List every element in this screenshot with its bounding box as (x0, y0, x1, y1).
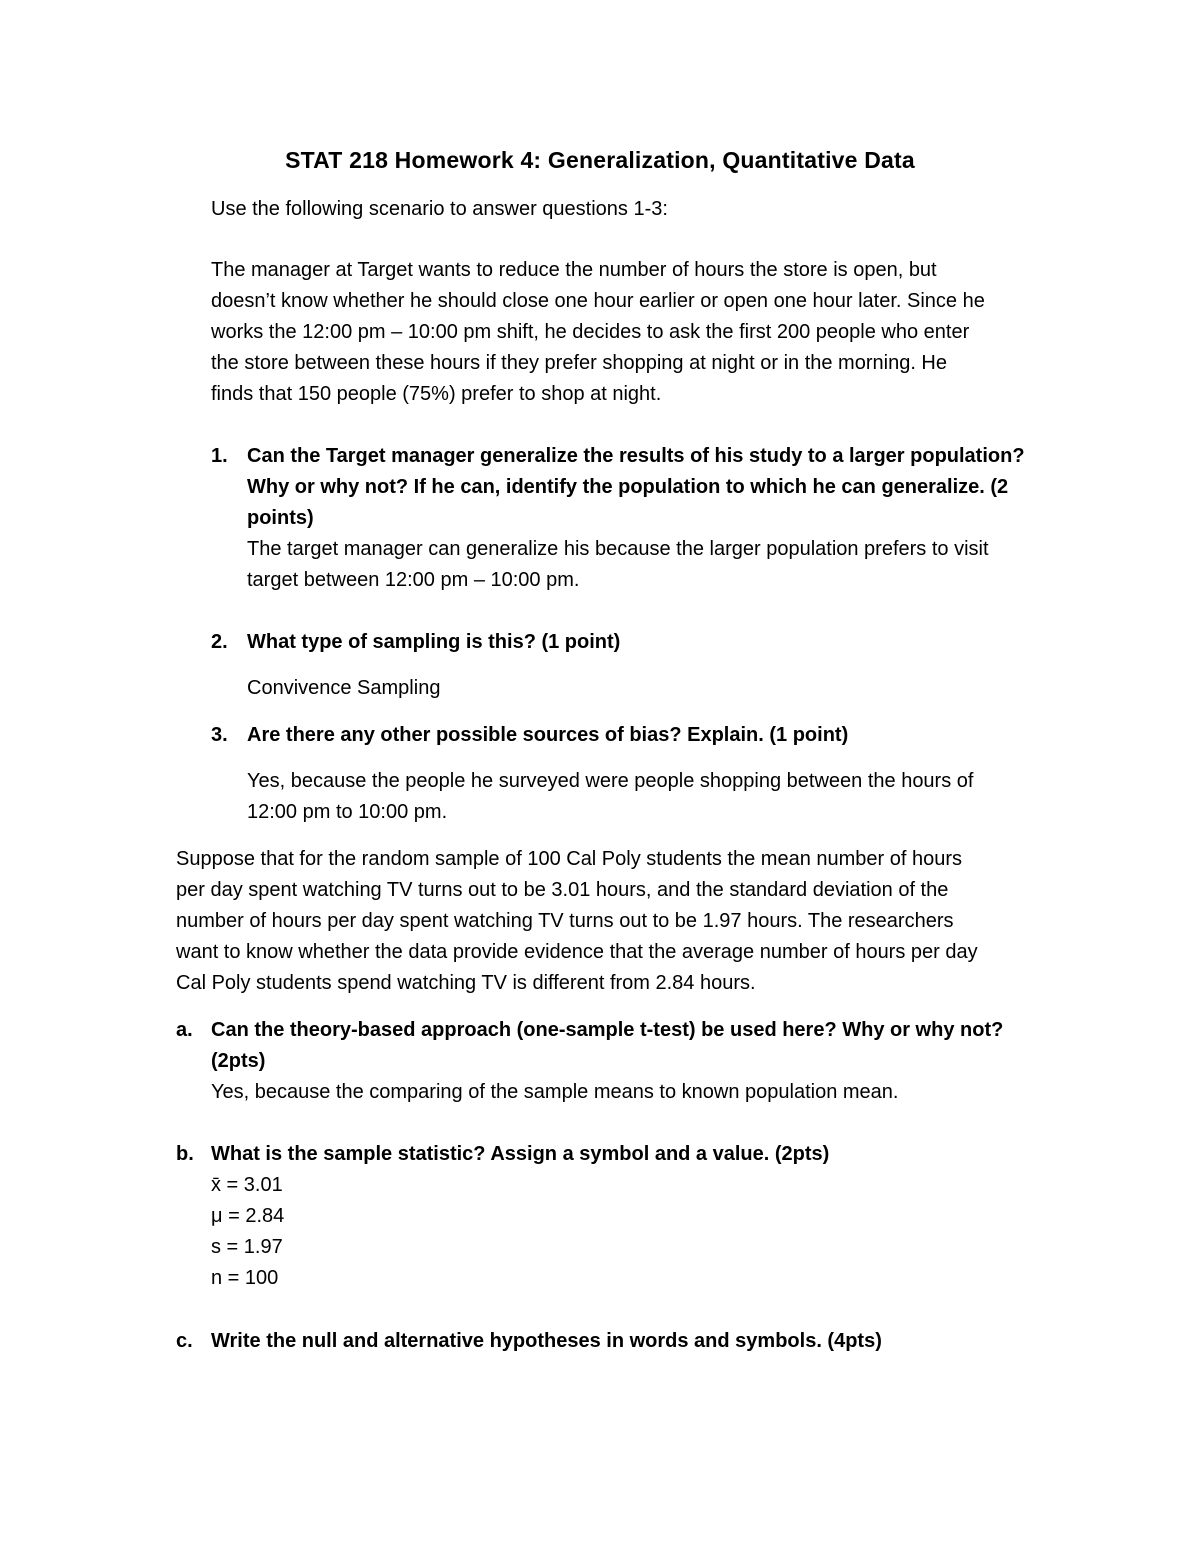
tv-scenario-line: per day spent watching TV turns out to be 3.01 hours, and the standard deviation of the (176, 879, 949, 901)
intro-text: Use the following scenario to answer questions 1-3: (211, 198, 668, 220)
answer-line: n = 100 (211, 1267, 279, 1289)
question-line: Can the Target manager generalize the results of his study to a larger population? (247, 445, 1025, 467)
tv-scenario-line: Suppose that for the random sample of 100 Cal Poly students the mean number of hours (176, 848, 963, 870)
part-a-answer (211, 1077, 898, 1108)
question-1-text (247, 441, 1025, 534)
question-1-answer (247, 534, 989, 596)
scenario-line: works the 12:00 pm – 10:00 pm shift, he decides to ask the first 200 people who enter (211, 321, 970, 343)
answer-line: Convivence Sampling (247, 677, 441, 699)
tv-scenario-line: want to know whether the data provide evidence that the average number of hours per day (176, 941, 978, 963)
part-a-text (211, 1015, 1003, 1077)
question-3-answer (247, 766, 973, 828)
question-line: points) (247, 507, 314, 529)
part-c-letter: c. (176, 1330, 193, 1352)
scenario-line: the store between these hours if they prefer shopping at night or in the morning. He (211, 352, 947, 374)
scenario-paragraph (211, 255, 985, 410)
part-c-text (211, 1326, 882, 1357)
part-line: Write the null and alternative hypotheses in words and symbols. (4pts) (211, 1330, 882, 1352)
part-a-letter: a. (176, 1019, 193, 1041)
answer-line: μ = 2.84 (211, 1205, 285, 1227)
scenario-line: The manager at Target wants to reduce the number of hours the store is open, but (211, 259, 937, 281)
part-b-answer (211, 1170, 284, 1294)
question-3-text (247, 720, 848, 751)
answer-line: Yes, because the people he surveyed were people shopping between the hours of (247, 770, 974, 792)
part-line: What is the sample statistic? Assign a symbol and a value. (2pts) (211, 1143, 830, 1165)
scenario-line: finds that 150 people (75%) prefer to shop at night. (211, 383, 662, 405)
part-b-letter: b. (176, 1143, 194, 1165)
part-line: Can the theory-based approach (one-sample t-test) be used here? Why or why not? (211, 1019, 1004, 1041)
tv-scenario-paragraph (176, 844, 978, 999)
question-line: Why or why not? If he can, identify the population to which he can generalize. (2 (247, 476, 1009, 498)
question-line: What type of sampling is this? (1 point) (247, 631, 621, 653)
tv-scenario-line: Cal Poly students spend watching TV is different from 2.84 hours. (176, 972, 756, 994)
answer-line: target between 12:00 pm – 10:00 pm. (247, 569, 580, 591)
question-2-number: 2. (211, 631, 228, 653)
answer-line: x̄ = 3.01 (211, 1174, 283, 1196)
question-line: Are there any other possible sources of bias? Explain. (1 point) (247, 724, 849, 746)
part-line: (2pts) (211, 1050, 266, 1072)
question-2-answer (247, 673, 440, 704)
page-title: STAT 218 Homework 4: Generalization, Quantitative Data (285, 147, 915, 173)
tv-scenario-line: number of hours per day spent watching TV turns out to be 1.97 hours. The researchers (176, 910, 954, 932)
answer-line: The target manager can generalize his because the larger population prefers to visit (247, 538, 989, 560)
question-3-number: 3. (211, 724, 228, 746)
answer-line: Yes, because the comparing of the sample means to known population mean. (211, 1081, 899, 1103)
answer-line: s = 1.97 (211, 1236, 283, 1258)
answer-line: 12:00 pm to 10:00 pm. (247, 801, 448, 823)
question-2-text (247, 627, 620, 658)
scenario-line: doesn’t know whether he should close one hour earlier or open one hour later. Since he (211, 290, 985, 312)
part-b-text (211, 1139, 829, 1170)
question-1-number: 1. (211, 445, 228, 467)
